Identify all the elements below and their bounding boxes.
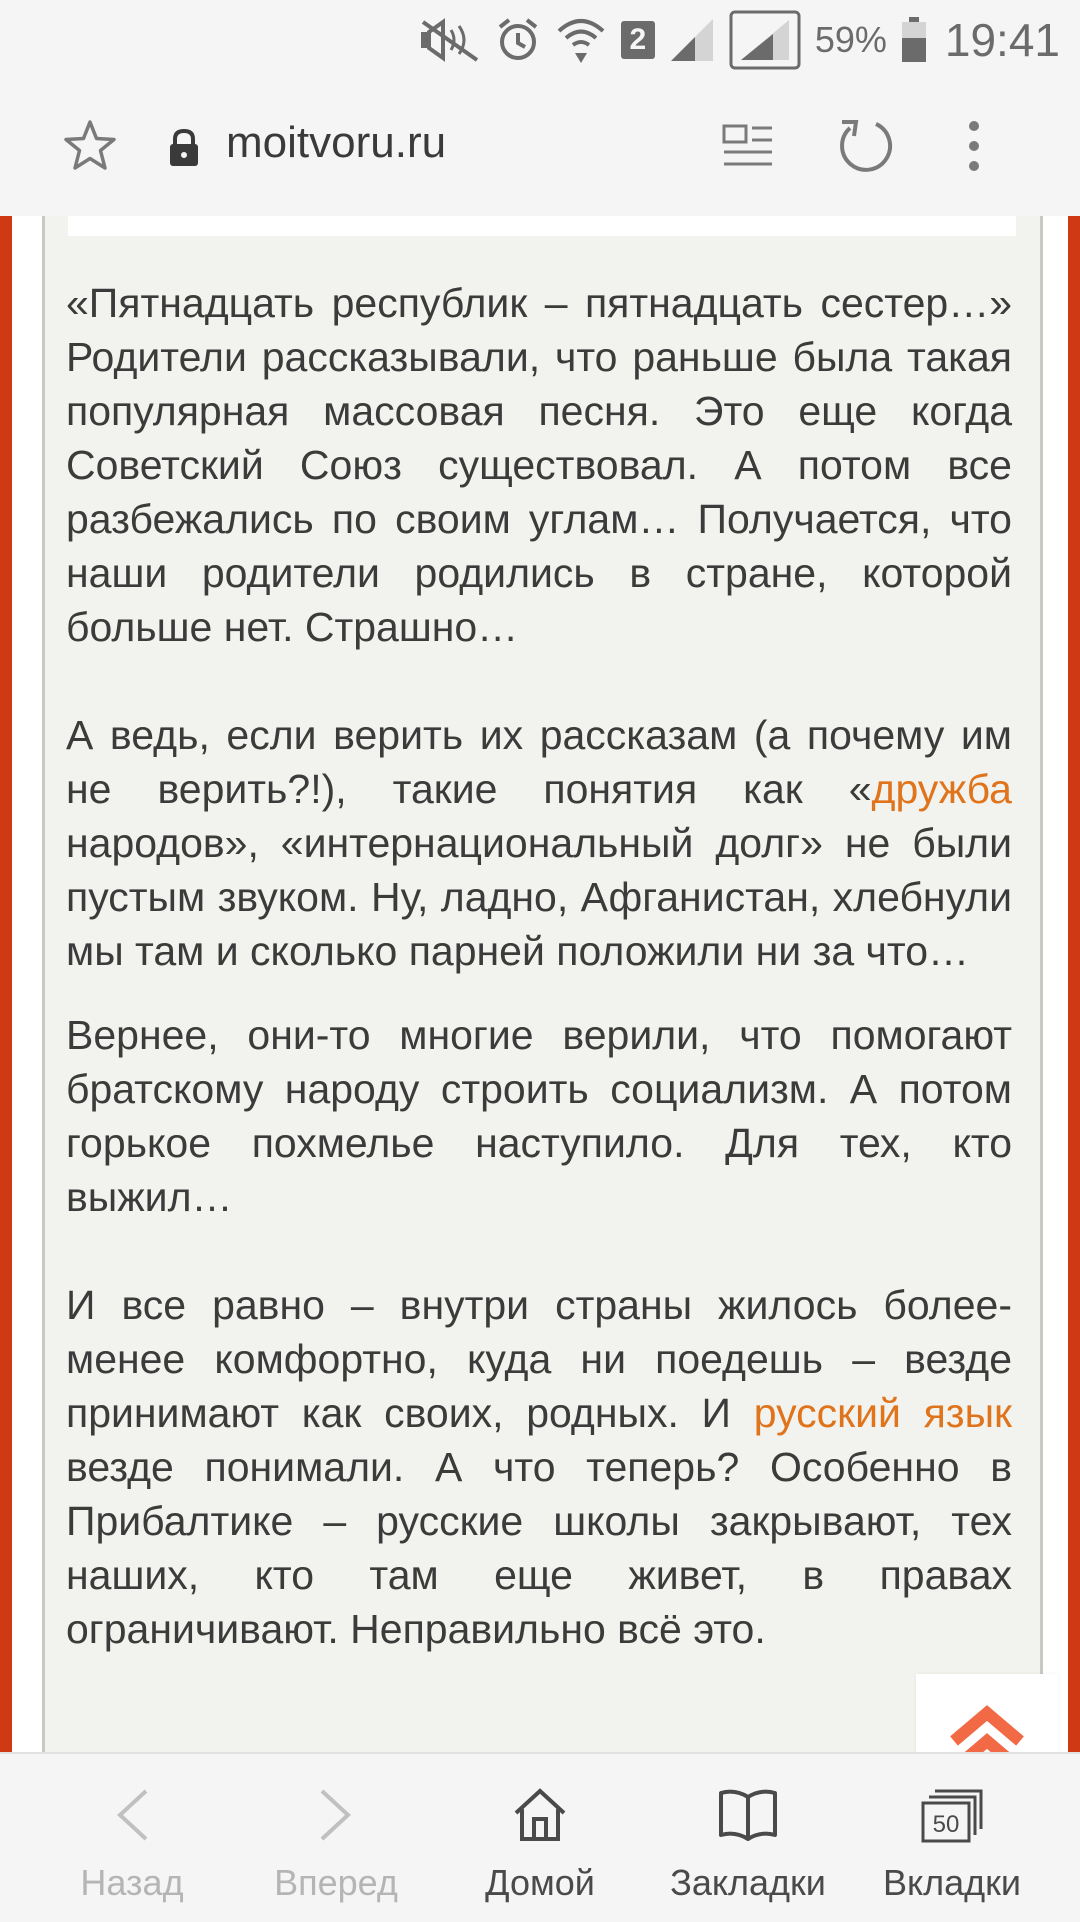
- alarm-icon: [495, 17, 541, 63]
- reader-mode-icon[interactable]: [718, 118, 778, 179]
- battery-percent: 59%: [814, 19, 887, 60]
- tabs-button[interactable]: [852, 1754, 1052, 1922]
- mute-vibrate-icon: [419, 18, 481, 62]
- forward-button[interactable]: [236, 1754, 436, 1922]
- tab-count: 50: [932, 1811, 960, 1838]
- link-russkiy-yazyk[interactable]: русский язык: [753, 1390, 1012, 1436]
- signal-icon: [729, 10, 801, 70]
- home-label: Домой: [485, 1862, 595, 1903]
- status-icons: [419, 0, 1060, 80]
- forward-label: Вперед: [274, 1862, 398, 1903]
- home-button[interactable]: [440, 1754, 640, 1922]
- article-body: [66, 276, 1012, 1710]
- address-bar: [0, 80, 1080, 218]
- article-paragraph: И все равно – внутри страны жилось более-менее комфортно, куда ни поедешь – везде принимают как своих, родных. И русский язык везде понимали. А что теперь? Особенно в Прибалтике – русские школы закрывают, тех наших, кто там еще живет, в правах ограничивают. Неправильно всё это.: [66, 1282, 1012, 1652]
- article-paragraph: «Пятнадцать республик – пятнадцать сестер…» Родители рассказывали, что раньше была такая популярная массовая песня. Это еще когда Советский Союз существовал. А потом все разбежались по своим углам… Получается, что наши родители родились в стране, которой больше нет. Страшно…: [66, 280, 1012, 650]
- scroll-to-top-button[interactable]: [916, 1674, 1058, 1752]
- web-content: [0, 216, 1080, 1752]
- clock: 19:41: [944, 14, 1060, 66]
- back-button[interactable]: [32, 1754, 232, 1922]
- page-border-left: [0, 216, 12, 1752]
- book-icon: [717, 1786, 779, 1844]
- wifi-icon: [555, 15, 607, 65]
- article-paragraph: А ведь, если верить их рассказам (а почему им не верить?!), такие понятия как «дружба народов», «интернациональный долг» не были пустым звуком. Ну, ладно, Афганистан, хлебнули мы там и сколько парней положили ни за что…: [66, 712, 1012, 974]
- double-chevron-up-icon: [946, 1705, 1028, 1753]
- content-divider: [68, 216, 1016, 236]
- url-text[interactable]: moitvoru.ru: [226, 118, 447, 167]
- tabs-label: Вкладки: [882, 1862, 1022, 1903]
- lock-icon: [166, 128, 202, 173]
- link-druzhba[interactable]: дружба: [871, 766, 1012, 812]
- battery-icon: [901, 17, 927, 63]
- status-bar: [0, 0, 1080, 80]
- reload-icon[interactable]: [836, 116, 896, 181]
- page-border-right: [1068, 216, 1080, 1752]
- forward-icon: [316, 1786, 356, 1844]
- back-label: Назад: [80, 1862, 184, 1903]
- bookmarks-button[interactable]: [648, 1754, 848, 1922]
- back-icon: [112, 1786, 152, 1844]
- signal-icon: [669, 17, 715, 63]
- more-icon[interactable]: [966, 118, 982, 179]
- bottom-toolbar: [0, 1752, 1080, 1922]
- home-icon: [512, 1786, 568, 1844]
- tabs-icon: [919, 1786, 985, 1844]
- article-paragraph: Вернее, они-то многие верили, что помогают братскому народу строить социализм. А потом горькое похмелье наступило. Для тех, кто выжил…: [66, 1012, 1012, 1220]
- bookmarks-label: Закладки: [670, 1862, 826, 1903]
- star-icon[interactable]: [62, 118, 118, 179]
- sim-slot-badge: 2: [621, 21, 655, 59]
